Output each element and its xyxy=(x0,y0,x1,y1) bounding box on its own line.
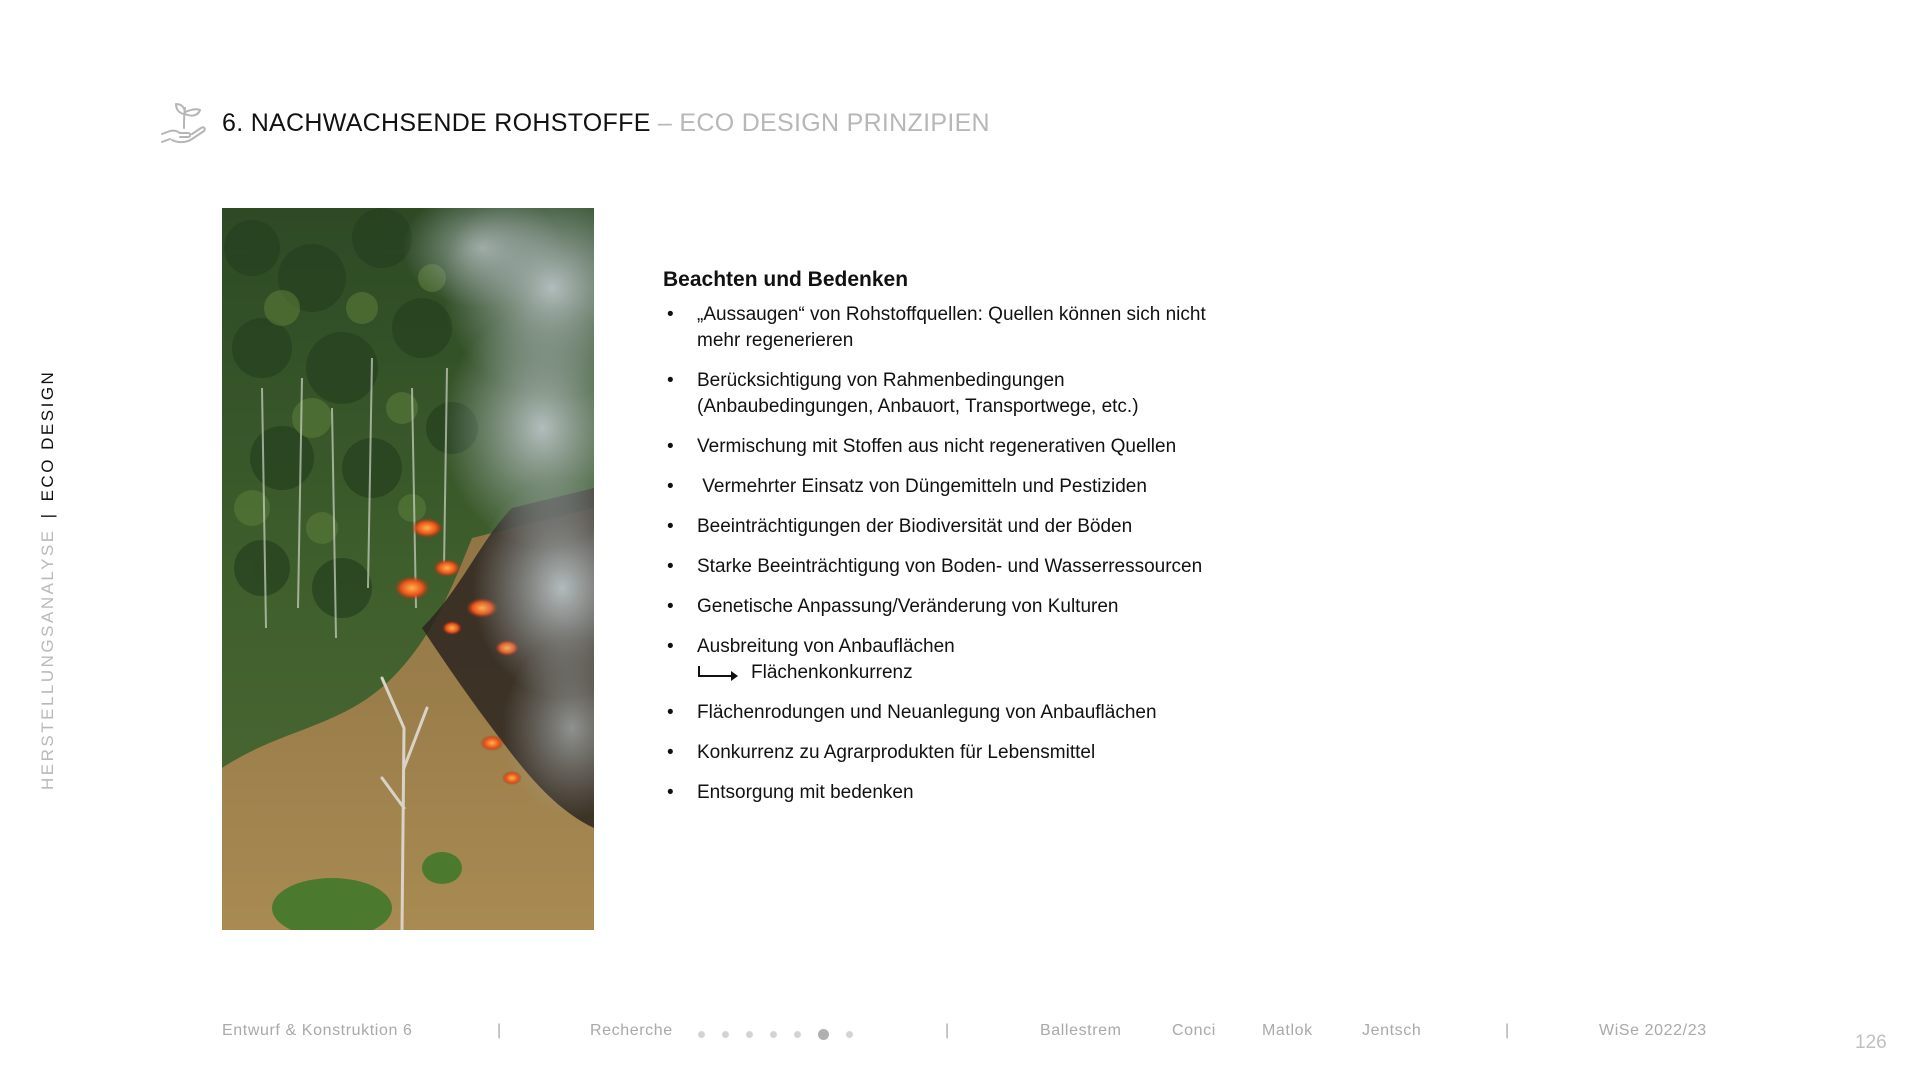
list-item xyxy=(663,514,1223,540)
list-item xyxy=(663,780,1223,806)
progress-dots xyxy=(698,1029,870,1040)
footer-author: Ballestrem xyxy=(1040,1022,1122,1039)
progress-dot xyxy=(746,1031,753,1038)
list-item xyxy=(663,634,1223,686)
list-item xyxy=(663,594,1223,620)
list-item xyxy=(663,700,1223,726)
sub-point-text: Flächenkonkurrenz xyxy=(751,662,913,683)
footer xyxy=(0,1022,1920,1046)
header xyxy=(160,98,990,148)
list-item-text: • Vermischung mit Stoffen aus nicht regenerativen Quellen xyxy=(697,436,1177,457)
plant-in-hand-icon xyxy=(160,98,208,148)
list-item xyxy=(663,434,1223,460)
bullet-list xyxy=(663,302,1223,806)
list-item-text: • Vermehrter Einsatz von Düngemitteln und Pestiziden xyxy=(697,476,1147,497)
title-subtitle: – ECO DESIGN PRINZIPIEN xyxy=(650,108,990,137)
footer-separator: | xyxy=(1505,1022,1510,1039)
list-item xyxy=(663,368,1223,420)
footer-section: Recherche xyxy=(590,1022,673,1039)
side-label xyxy=(38,370,58,790)
list-item-text: • Beeinträchtigungen der Biodiversität und der Böden xyxy=(697,516,1133,537)
list-item xyxy=(663,474,1223,500)
list-item-text: • Konkurrenz zu Agrarprodukten für Lebensmittel xyxy=(697,742,1096,763)
list-item-text: • Starke Beeinträchtigung von Boden- und Wasserressourcen xyxy=(697,556,1203,577)
list-item-text: • Ausbreitung von Anbauflächen xyxy=(697,636,955,657)
list-item-text: • Berücksichtigung von Rahmenbedingungen xyxy=(697,370,1065,391)
list-item-text: • Flächenrodungen und Neuanlegung von Anbauflächen xyxy=(697,702,1157,723)
progress-dot xyxy=(770,1031,777,1038)
progress-dot xyxy=(722,1031,729,1038)
list-item xyxy=(663,740,1223,766)
footer-separator: | xyxy=(945,1022,950,1039)
footer-author: Matlok xyxy=(1262,1022,1313,1039)
title-main: 6. NACHWACHSENDE ROHSTOFFE xyxy=(222,108,651,137)
progress-dot xyxy=(846,1031,853,1038)
list-item-text: • „Aussaugen“ von Rohstoffquellen: Quellen können sich nicht xyxy=(697,304,1206,325)
side-label-separator: | xyxy=(38,511,57,519)
footer-semester: WiSe 2022/23 xyxy=(1599,1022,1707,1039)
list-item-text: • Genetische Anpassung/Veränderung von Kulturen xyxy=(697,596,1119,617)
footer-author: Conci xyxy=(1172,1022,1216,1039)
side-label-section: HERSTELLUNGSANALYSE xyxy=(38,528,57,790)
sub-point xyxy=(697,660,1223,686)
content-block xyxy=(663,268,1223,820)
list-item-text: • Entsorgung mit bedenken xyxy=(697,782,914,803)
content-heading: Beachten und Bedenken xyxy=(663,268,909,291)
progress-dot xyxy=(794,1031,801,1038)
footer-author: Jentsch xyxy=(1362,1022,1422,1039)
forest-fire-photo xyxy=(222,208,594,930)
list-item xyxy=(663,554,1223,580)
progress-dot xyxy=(698,1031,705,1038)
footer-separator: | xyxy=(497,1022,502,1039)
list-item xyxy=(663,302,1223,354)
page-number: 126 xyxy=(1855,1032,1887,1053)
progress-dot-active xyxy=(818,1029,829,1040)
arrow-right-icon xyxy=(697,664,739,682)
list-item-text-continued: (Anbaubedingungen, Anbauort, Transportwege, etc.) xyxy=(697,396,1139,417)
page-title xyxy=(222,109,990,138)
side-label-topic: ECO DESIGN xyxy=(38,369,57,502)
footer-course: Entwurf & Konstruktion 6 xyxy=(222,1022,413,1039)
list-item-text-continued: mehr regenerieren xyxy=(697,330,854,351)
